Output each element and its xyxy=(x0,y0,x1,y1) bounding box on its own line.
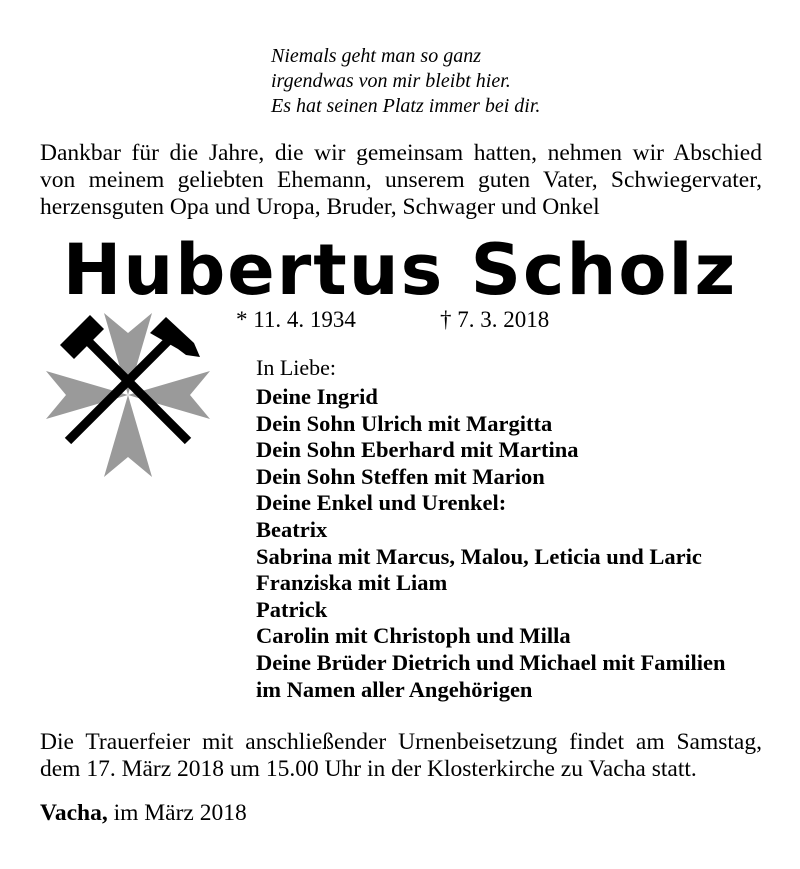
mourner-line: Beatrix xyxy=(256,516,328,542)
mourner-line: Dein Sohn Eberhard mit Martina xyxy=(256,437,579,463)
birth-date: * 11. 4. 1934 xyxy=(236,307,356,332)
poem-line: Niemals geht man so ganz xyxy=(271,45,481,67)
funeral-service-info xyxy=(40,729,762,783)
closing-date: im März 2018 xyxy=(113,800,247,826)
mourner-line: Sabrina mit Marcus, Malou, Leticia und Laric xyxy=(256,543,702,569)
closing-place: Vacha, xyxy=(40,800,108,826)
mourner-line: Deine Brüder Dietrich und Michael mit Familien xyxy=(256,649,726,675)
intro-line: herzensguten Opa und Uropa, Bruder, Schwager und Onkel xyxy=(40,194,600,220)
mourner-line: Deine Ingrid xyxy=(256,384,378,409)
mourner-line: im Namen aller Angehörigen xyxy=(256,676,533,702)
mourners-list xyxy=(256,384,726,703)
mourner-line: Dein Sohn Steffen mit Marion xyxy=(256,463,545,489)
intro-line: von meinem geliebten Ehemann, unserem guten Vater, Schwiegervater, xyxy=(40,167,762,193)
in-love-label: In Liebe: xyxy=(256,355,337,380)
mourner-line: Patrick xyxy=(256,596,328,622)
mourner-line: Dein Sohn Ulrich mit Margitta xyxy=(256,410,553,436)
service-line: Die Trauerfeier mit anschließender Urnenbeisetzung findet am Samstag, xyxy=(40,729,762,755)
poem-line: Es hat seinen Platz immer bei dir. xyxy=(271,95,541,117)
cross-arm xyxy=(104,395,152,477)
hammer-and-pick-icon xyxy=(38,305,218,485)
mourner-line: Franziska mit Liam xyxy=(256,570,448,596)
mourner-line: Carolin mit Christoph und Milla xyxy=(256,623,571,649)
poem-line: irgendwas von mir bleibt hier. xyxy=(271,70,511,92)
deceased-name: Hubertus Scholz xyxy=(62,229,738,311)
closing-line xyxy=(40,800,247,827)
mourner-line: Deine Enkel und Urenkel: xyxy=(256,490,507,516)
intro-paragraph xyxy=(40,140,762,221)
intro-line: Dankbar für die Jahre, die wir gemeinsam hatten, nehmen wir Abschied xyxy=(40,140,762,166)
service-line: dem 17. März 2018 um 15.00 Uhr in der Klosterkirche zu Vacha statt. xyxy=(40,756,697,782)
death-date: † 7. 3. 2018 xyxy=(440,307,550,332)
memorial-poem xyxy=(271,44,540,119)
